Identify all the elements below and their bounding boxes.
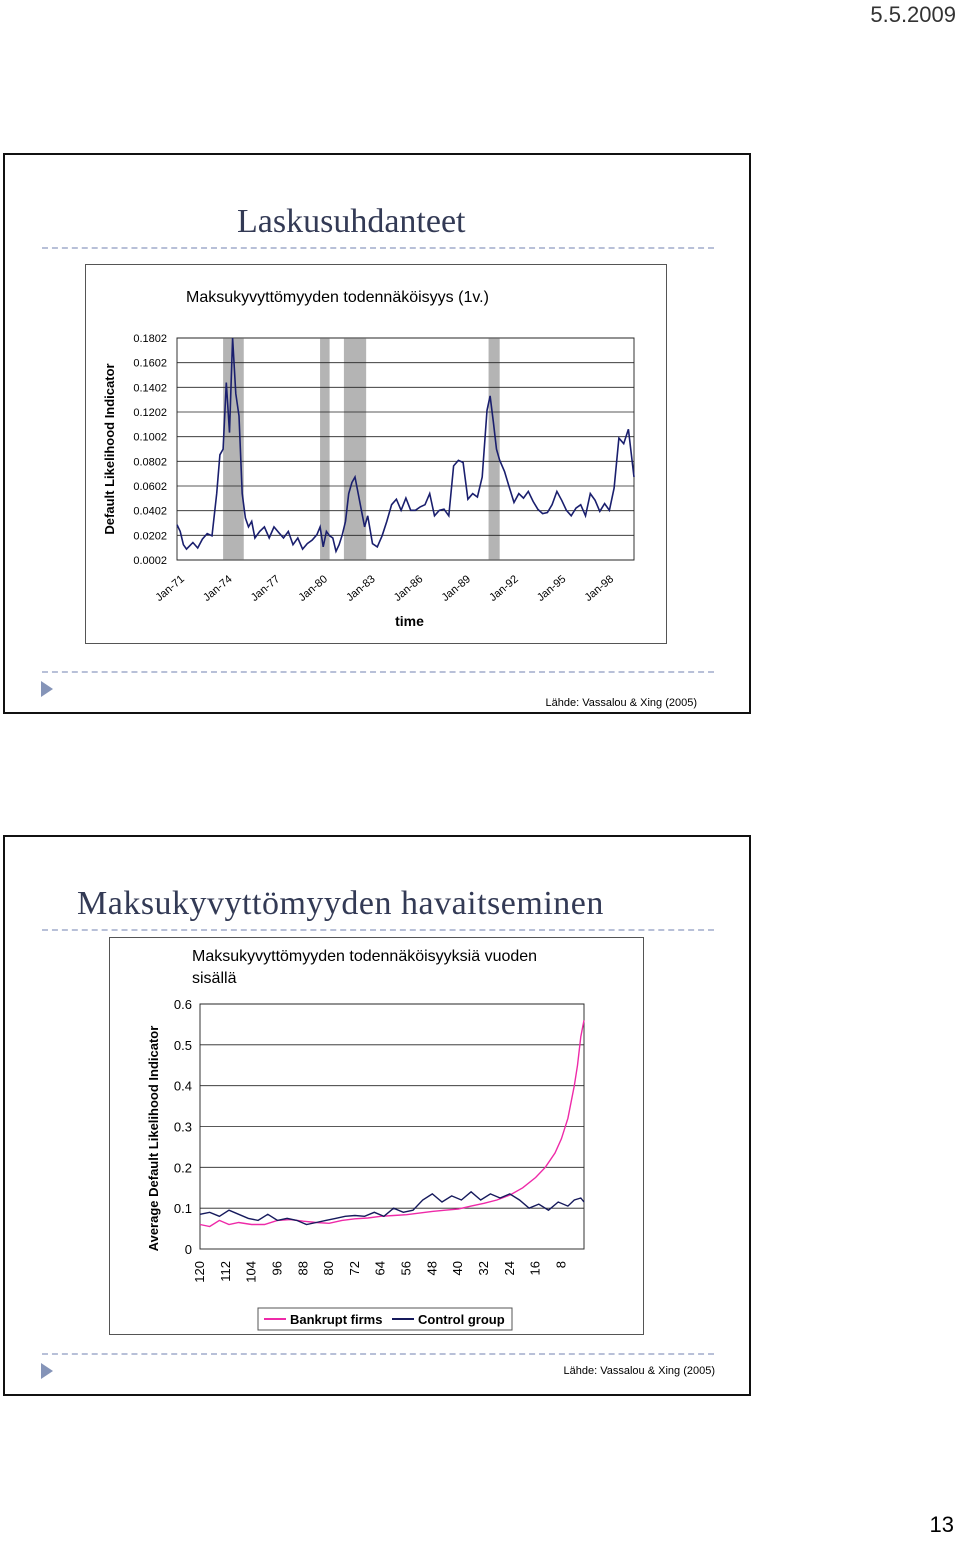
slide-1-title: Laskusuhdanteet bbox=[237, 203, 466, 240]
y-tick-label: 0.1 bbox=[173, 1201, 192, 1217]
y-tick-label: 0.0802 bbox=[133, 456, 167, 469]
y-tick-label: 0.1802 bbox=[133, 333, 167, 345]
x-tick-label: Jan-71 bbox=[153, 573, 187, 604]
x-tick-label: 120 bbox=[192, 1261, 207, 1283]
y-tick-label: 0.1002 bbox=[133, 431, 167, 444]
title-divider bbox=[42, 247, 714, 249]
x-tick-label: 88 bbox=[295, 1261, 311, 1276]
bankrupt-vs-control-chart-panel bbox=[109, 937, 644, 1335]
x-tick-label: 72 bbox=[346, 1261, 362, 1276]
legend-label-control: Control group bbox=[418, 1312, 505, 1327]
x-axis-label: time bbox=[395, 613, 424, 629]
recession-band bbox=[489, 338, 500, 560]
x-tick-label: 48 bbox=[424, 1261, 440, 1276]
x-tick-label: 80 bbox=[321, 1261, 337, 1276]
y-tick-label: 0.1402 bbox=[133, 382, 167, 395]
footer-divider bbox=[42, 1353, 714, 1355]
y-tick-label: 0.5 bbox=[173, 1037, 192, 1053]
x-tick-label: 112 bbox=[217, 1261, 233, 1282]
x-tick-label: Jan-86 bbox=[391, 573, 426, 604]
y-tick-label: 0.0402 bbox=[133, 505, 167, 518]
y-tick-label: 0.0002 bbox=[133, 555, 167, 567]
y-tick-label: 0.1602 bbox=[133, 357, 167, 370]
slide-1-source: Lähde: Vassalou & Xing (2005) bbox=[545, 697, 697, 709]
footer-divider bbox=[42, 671, 714, 673]
date-label: 5.5.2009 bbox=[870, 2, 956, 27]
slide-2 bbox=[3, 835, 751, 1396]
y-tick-label: 0.0602 bbox=[133, 481, 167, 493]
y-tick-label: 0 bbox=[184, 1242, 192, 1257]
x-tick-label: 56 bbox=[398, 1261, 414, 1276]
y-tick-label: 0.2 bbox=[173, 1160, 192, 1176]
x-tick-label: 24 bbox=[501, 1261, 517, 1276]
chart-1-title: Maksukyvyttömyyden todennäköisyys (1v.) bbox=[186, 289, 489, 306]
title-divider bbox=[42, 929, 714, 931]
x-tick-label: 16 bbox=[527, 1261, 543, 1276]
x-tick-label: Jan-83 bbox=[344, 573, 378, 604]
x-tick-label: 104 bbox=[243, 1261, 259, 1283]
y-axis-label: Default Likelihood Indicator bbox=[102, 363, 117, 535]
x-tick-label: 96 bbox=[269, 1261, 285, 1276]
x-tick-label: Jan-80 bbox=[296, 573, 330, 604]
y-axis-label: Average Default Likelihood Indicator bbox=[146, 1025, 161, 1252]
recession-band bbox=[344, 338, 366, 560]
slide-2-title: Maksukyvyttömyyden havaitseminen bbox=[77, 885, 604, 922]
default-likelihood-time-chart bbox=[86, 265, 666, 643]
chart-2-title: Maksukyvyttömyyden todennäköisyyksiä vuoden sisällä bbox=[192, 948, 538, 987]
x-tick-label: Jan-77 bbox=[248, 573, 283, 604]
slide-2-source: Lähde: Vassalou & Xing (2005) bbox=[563, 1365, 715, 1377]
y-tick-label: 0.0202 bbox=[133, 530, 167, 543]
x-tick-label: Jan-98 bbox=[582, 573, 617, 604]
plot-area bbox=[177, 338, 634, 560]
page-number: 13 bbox=[929, 1512, 954, 1537]
x-tick-label: Jan-89 bbox=[439, 573, 474, 604]
recession-band bbox=[320, 338, 330, 560]
y-tick-label: 0.3 bbox=[173, 1119, 192, 1135]
x-tick-label: 32 bbox=[475, 1261, 491, 1276]
bullet-arrow-icon bbox=[41, 681, 53, 697]
bullet-arrow-icon bbox=[41, 1363, 53, 1379]
slide-1 bbox=[3, 153, 751, 714]
y-tick-label: 0.1202 bbox=[133, 407, 167, 419]
bankrupt-vs-control-chart bbox=[110, 938, 643, 1334]
x-tick-label: Jan-74 bbox=[201, 573, 235, 604]
x-tick-label: 64 bbox=[372, 1261, 388, 1276]
y-tick-label: 0.4 bbox=[173, 1078, 192, 1094]
x-tick-label: Jan-92 bbox=[487, 573, 521, 604]
x-tick-label: 40 bbox=[450, 1261, 466, 1276]
x-tick-label: 8 bbox=[553, 1261, 569, 1269]
y-tick-label: 0.6 bbox=[173, 997, 192, 1012]
default-likelihood-chart-panel bbox=[85, 264, 667, 644]
x-tick-label: Jan-95 bbox=[534, 573, 569, 604]
legend-label-bankrupt: Bankrupt firms bbox=[290, 1312, 383, 1327]
